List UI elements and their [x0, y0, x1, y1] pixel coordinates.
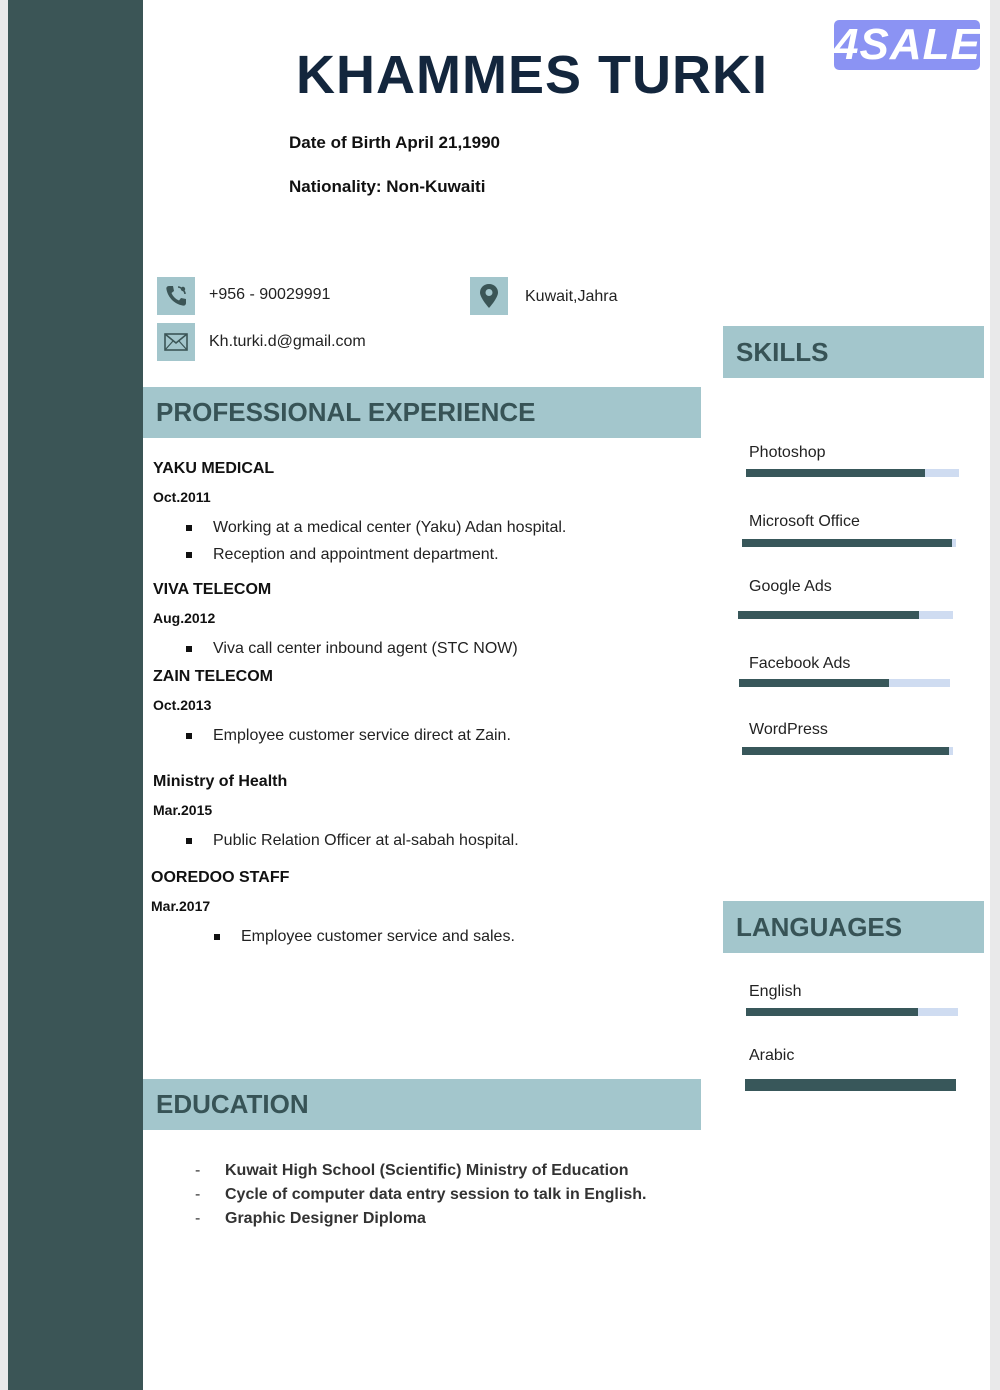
job-title: Ministry of Health [153, 773, 288, 790]
skill-label: Photoshop [749, 444, 826, 461]
skill-bar-fill [738, 611, 919, 619]
job-date: Aug.2012 [153, 610, 216, 626]
email-address: Kh.turki.d@gmail.com [209, 333, 366, 350]
skill-label: Microsoft Office [749, 513, 860, 530]
date-of-birth: Date of Birth April 21,1990 [289, 133, 500, 152]
language-bar-fill [745, 1079, 956, 1091]
education-heading: EDUCATION [143, 1079, 701, 1130]
skill-bar [739, 679, 950, 687]
skill-label: Google Ads [749, 578, 832, 595]
skill-bar [746, 469, 959, 477]
nationality: Nationality: Non-Kuwaiti [289, 177, 486, 196]
phone-icon [157, 277, 195, 315]
job-date: Mar.2015 [153, 802, 213, 818]
resume-page [8, 0, 990, 1390]
skill-bar [742, 747, 953, 755]
job-title: OOREDOO STAFF [151, 869, 290, 886]
skill-label: WordPress [749, 721, 828, 738]
phone-number: +956 - 90029991 [209, 286, 331, 303]
job-date: Mar.2017 [151, 898, 211, 914]
email-icon [157, 323, 195, 361]
skill-bar [742, 539, 956, 547]
job-bullet: Employee customer service and sales. [241, 928, 515, 946]
languages-heading: LANGUAGES [723, 901, 984, 953]
language-label: Arabic [749, 1047, 795, 1064]
watermark-logo: 4SALE [834, 20, 981, 69]
experience-heading: PROFESSIONAL EXPERIENCE [143, 387, 701, 438]
language-bar [746, 1008, 958, 1016]
job-bullet: Public Relation Officer at al-sabah hospital. [213, 832, 519, 850]
education-item: - Kuwait High School (Scientific) Ministry of Education [195, 1162, 629, 1179]
job-bullet: Employee customer service direct at Zain. [213, 727, 511, 745]
skill-label: Facebook Ads [749, 655, 851, 672]
job-title: ZAIN TELECOM [153, 668, 273, 685]
skill-bar-fill [742, 539, 952, 547]
location: Kuwait,Jahra [525, 288, 618, 305]
language-bar-fill [746, 1008, 918, 1016]
candidate-name: KHAMMES TURKI [296, 45, 768, 105]
job-title: VIVA TELECOM [153, 581, 272, 598]
left-sidebar-stripe [8, 0, 143, 1390]
job-bullet: Reception and appointment department. [213, 546, 499, 564]
job-bullet: Working at a medical center (Yaku) Adan hospital. [213, 519, 566, 537]
skill-bar-fill [739, 679, 889, 687]
education-item: - Cycle of computer data entry session to talk in English. [195, 1186, 647, 1203]
job-bullet: Viva call center inbound agent (STC NOW) [213, 640, 518, 658]
skills-heading: SKILLS [723, 326, 984, 378]
education-item: - Graphic Designer Diploma [195, 1210, 426, 1227]
skill-bar-fill [746, 469, 925, 477]
language-bar [745, 1079, 956, 1091]
language-label: English [749, 983, 802, 1000]
skill-bar [738, 611, 953, 619]
job-date: Oct.2013 [153, 697, 212, 713]
location-pin-icon [470, 277, 508, 315]
skill-bar-fill [742, 747, 949, 755]
job-title: YAKU MEDICAL [153, 460, 275, 477]
job-date: Oct.2011 [153, 489, 211, 505]
